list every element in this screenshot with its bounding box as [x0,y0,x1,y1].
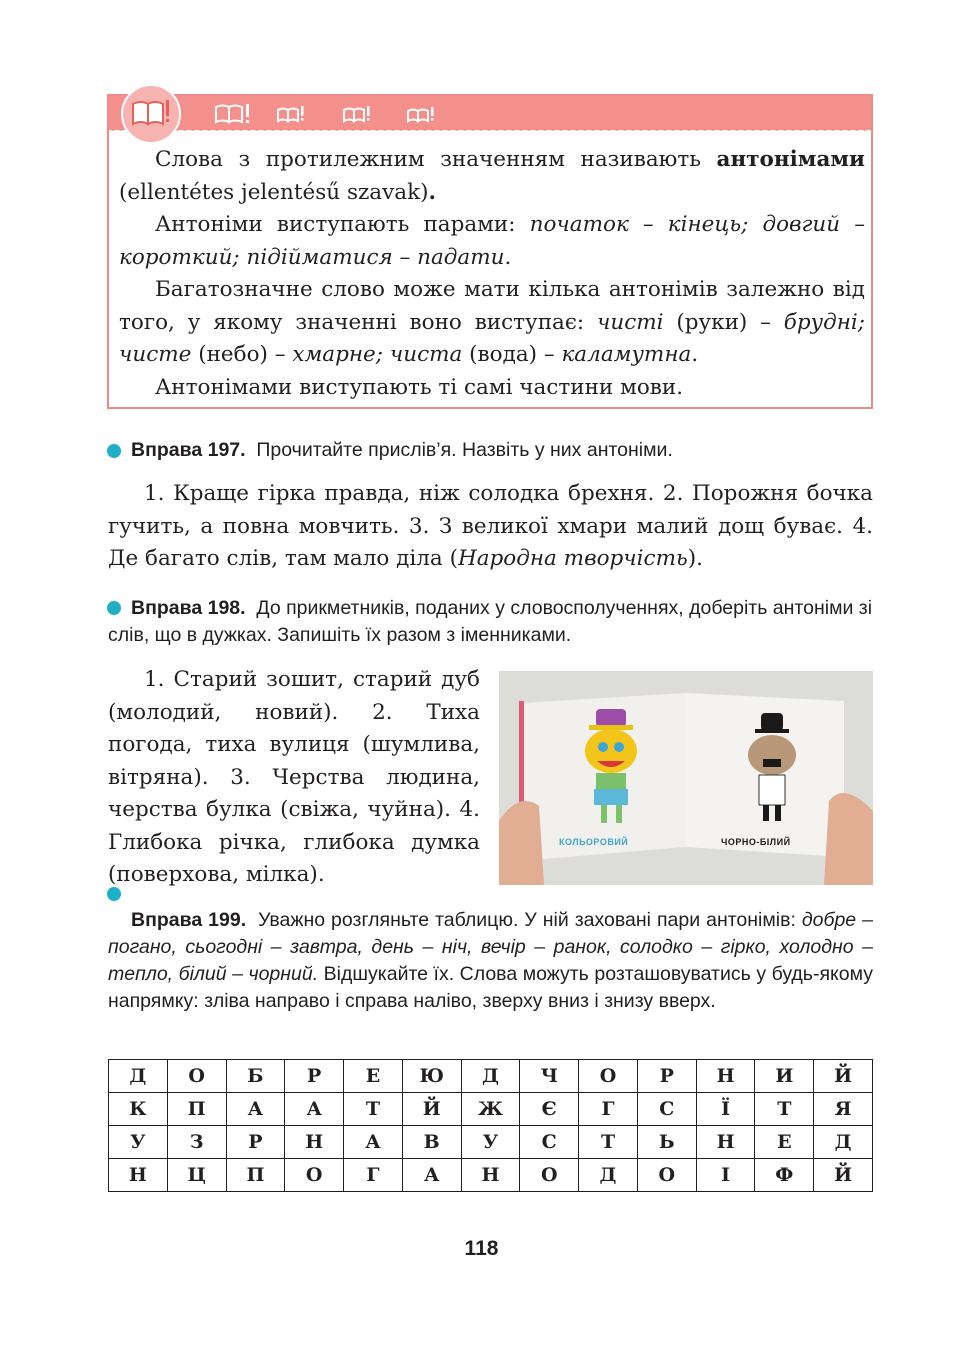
rule-circle-badge [121,84,181,144]
grid-cell: Н [696,1126,755,1159]
grid-row [109,1159,873,1192]
grid-cell: Н [109,1159,168,1192]
grid-cell: Ї [696,1093,755,1126]
exercise-bullet [107,444,121,458]
photo-book-illustration [499,671,873,885]
rule-paragraph-2: Антоніми виступають парами: початок – кінець; довгий – короткий; підійматися – падати. [119,212,865,270]
exercise-bullet [107,887,121,901]
grid-row [109,1060,873,1093]
grid-cell: Д [814,1126,873,1159]
book-exclamation-icon [405,102,437,126]
grid-cell: Г [579,1093,638,1126]
rule-text [119,144,865,404]
grid-cell: А [226,1093,285,1126]
exercise-198-header: Вправа 198. До прикметників, поданих у словосполученнях, доберіть антоніми зі слів, що в дужках. Запишіть їх разом з іменниками. [108,597,873,646]
grid-cell: Й [814,1060,873,1093]
grid-cell: П [226,1159,285,1192]
rule-box [107,94,873,409]
grid-cell: Ц [167,1159,226,1192]
rule-paragraph-3: Багатозначне слово може мати кілька антонімів залежно від того, у якому значенні воно виступає: чисті (руки) – брудні; чисте (небо) – хмарне; чиста (вода) – каламутна. [119,277,865,367]
grid-cell: Д [109,1060,168,1093]
grid-cell: О [637,1159,696,1192]
grid-cell: Д [461,1060,520,1093]
grid-cell: І [696,1159,755,1192]
rule-paragraph-4: Антонімами виступають ті самі частини мови. [155,374,684,400]
photo-caption-right: ЧОРНО-БІЛИЙ [721,837,791,847]
grid-cell: Ф [755,1159,814,1192]
grid-cell: Ь [637,1126,696,1159]
grid-row [109,1126,873,1159]
grid-cell: А [402,1159,461,1192]
grid-cell: С [520,1126,579,1159]
grid-cell: Н [285,1126,344,1159]
grid-cell: Б [226,1060,285,1093]
grid-cell: Р [637,1060,696,1093]
grid-cell: О [285,1159,344,1192]
exercise-197-header: Вправа 197. Прочитайте прислів’я. Назвіть у них антоніми. [131,439,673,461]
grid-cell: Н [696,1060,755,1093]
grid-cell: Д [579,1159,638,1192]
grid-cell: О [167,1060,226,1093]
grid-cell: Є [520,1093,579,1126]
grid-cell: О [579,1060,638,1093]
exercise-198-text: 1. Старий зошит, старий дуб (молодий, новий). 2. Тиха погода, тиха вулиця (шумлива, вітряна). 3. Черства людина, черства булка (свіжа, чуйна). 4. Глибока річка, глибока думка (поверхова, мілка). [108,667,480,887]
rule-paragraph-1: Слова з протилежним значенням називають антонімами (ellentétes jelentésű szavak). [119,147,865,205]
grid-cell: И [755,1060,814,1093]
grid-cell: З [167,1126,226,1159]
grid-cell: Ч [520,1060,579,1093]
photo-caption-left: КОЛЬОРОВИЙ [559,837,629,847]
book-exclamation-icon [341,102,373,126]
grid-cell: Ю [402,1060,461,1093]
grid-cell: А [344,1126,403,1159]
grid-cell: У [461,1126,520,1159]
grid-cell: Т [579,1126,638,1159]
grid-cell: П [167,1093,226,1126]
grid-cell: Р [285,1060,344,1093]
grid-cell: У [109,1126,168,1159]
grid-cell: Е [344,1060,403,1093]
grid-cell: Р [226,1126,285,1159]
rule-header-band [109,96,871,130]
grid-cell: Я [814,1093,873,1126]
book-exclamation-icon [213,102,253,126]
grid-cell: Т [755,1093,814,1126]
grid-cell: Ж [461,1093,520,1126]
grid-cell: Й [814,1159,873,1192]
grid-cell: Й [402,1093,461,1126]
grid-cell: С [637,1093,696,1126]
book-exclamation-icon [275,102,307,126]
exercise-197-text: 1. Краще гірка правда, ніж солодка брехня. 2. Порожня бочка гучить, а повна мовчить. 3. З великої хмари малий дощ буває. 4. Де багато слів, там мало діла (Народна творчість). [108,481,873,571]
page-number: 118 [464,1237,499,1260]
grid-row [109,1093,873,1126]
grid-cell: Е [755,1126,814,1159]
grid-cell: В [402,1126,461,1159]
exercise-199-header: Вправа 199. Уважно розгляньте таблицю. У ній заховані пари антонімів: добре – погано, сьогодні – завтра, день – ніч, вечір – ранок, солодко – гірко, холодно – тепло, білий – чорний. Відшукайте їх. Слова можуть розташовуватись у будь-якому напрямку: зліва направо і справа наліво, зверху вниз і знизу вверх. [108,909,873,1012]
grid-cell: А [285,1093,344,1126]
grid-cell: О [520,1159,579,1192]
grid-cell: К [109,1093,168,1126]
grid-cell: Н [461,1159,520,1192]
word-search-grid [108,1059,873,1192]
grid-cell: Г [344,1159,403,1192]
grid-cell: Т [344,1093,403,1126]
book-exclamation-icon [123,86,175,138]
